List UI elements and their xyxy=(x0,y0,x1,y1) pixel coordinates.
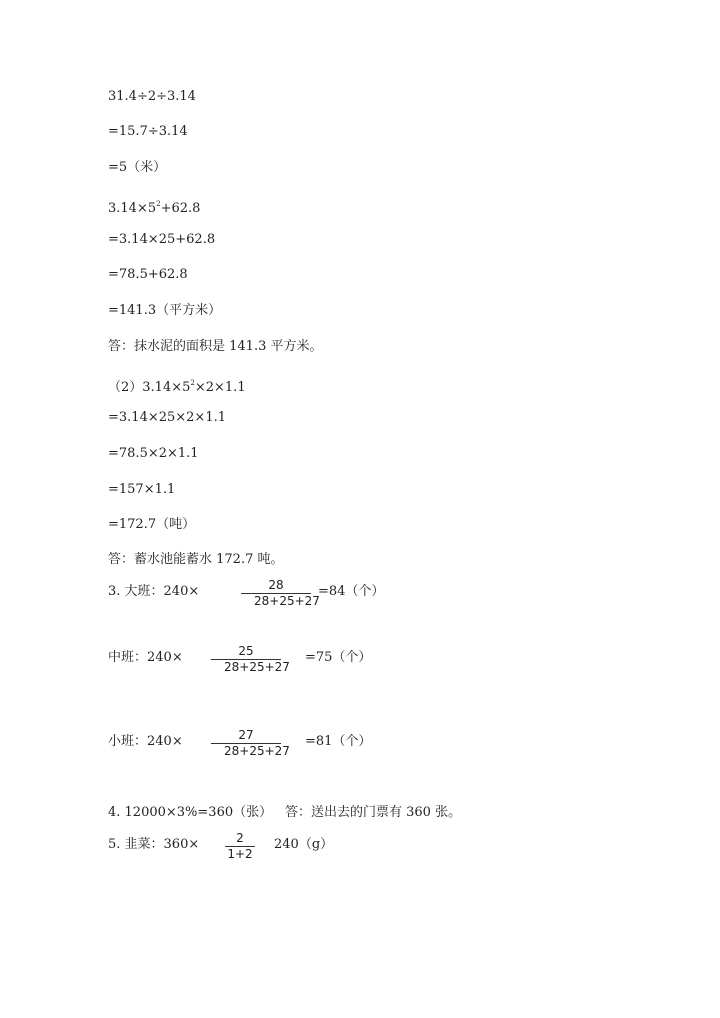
calc-line-9-exponent: 2 xyxy=(190,379,195,387)
q3-big-denominator: 28+25+27 xyxy=(254,594,320,608)
calc-line-11: =78.5×2×1.1 xyxy=(108,446,199,461)
answer-line-1: 答：抹水泥的面积是 141.3 平方米。 xyxy=(108,339,323,354)
calc-line-2: =15.7÷3.14 xyxy=(108,124,188,139)
q5-numerator: 2 xyxy=(236,831,244,845)
q3-mid-fraction xyxy=(224,644,290,675)
calc-line-12: =157×1.1 xyxy=(108,482,176,497)
q4-calc: 4. 12000×3%=360（张） xyxy=(108,805,273,820)
q3-mid-prefix: 中班：240× xyxy=(108,650,183,665)
calc-line-13: =172.7（吨） xyxy=(108,517,196,532)
q5-fraction xyxy=(225,831,255,862)
q5-denominator: 1+2 xyxy=(227,847,253,861)
q4-answer: 答：送出去的门票有 360 张。 xyxy=(285,805,462,820)
calc-line-4-part-b: +62.8 xyxy=(160,201,201,216)
q5-prefix: 5. 韭菜：360× xyxy=(108,837,200,852)
calc-line-1: 31.4÷2÷3.14 xyxy=(108,89,196,104)
q5-result: 240（g） xyxy=(274,837,334,852)
calc-line-9-part-a: （2）3.14×5 xyxy=(108,380,191,395)
calc-line-4 xyxy=(108,195,200,218)
calc-line-7: =141.3（平方米） xyxy=(108,303,222,318)
q3-big-numerator: 28 xyxy=(268,578,284,592)
calc-line-9 xyxy=(108,374,246,397)
calc-line-9-part-b: ×2×1.1 xyxy=(194,380,246,395)
q3-mid-result: =75（个） xyxy=(305,650,372,665)
q3-mid-denominator: 28+25+27 xyxy=(224,660,290,674)
calc-line-3: =5（米） xyxy=(108,160,167,175)
calc-line-10: =3.14×25×2×1.1 xyxy=(108,410,227,425)
q3-small-result: =81（个） xyxy=(305,734,372,749)
q3-small-denominator: 28+25+27 xyxy=(224,744,290,758)
q3-big-fraction xyxy=(254,578,320,609)
q3-small-numerator: 27 xyxy=(238,728,254,742)
calc-line-4-exponent: 2 xyxy=(156,200,161,208)
calc-line-4-part-a: 3.14×5 xyxy=(108,201,157,216)
calc-line-5: =3.14×25+62.8 xyxy=(108,232,216,247)
q3-mid-numerator: 25 xyxy=(238,644,254,658)
calc-line-6: =78.5+62.8 xyxy=(108,267,188,282)
q3-big-prefix: 3. 大班：240× xyxy=(108,584,200,599)
q3-big-result: =84（个） xyxy=(318,584,385,599)
answer-line-2: 答：蓄水池能蓄水 172.7 吨。 xyxy=(108,552,284,567)
q3-small-prefix: 小班：240× xyxy=(108,734,183,749)
q3-small-fraction xyxy=(224,728,290,759)
